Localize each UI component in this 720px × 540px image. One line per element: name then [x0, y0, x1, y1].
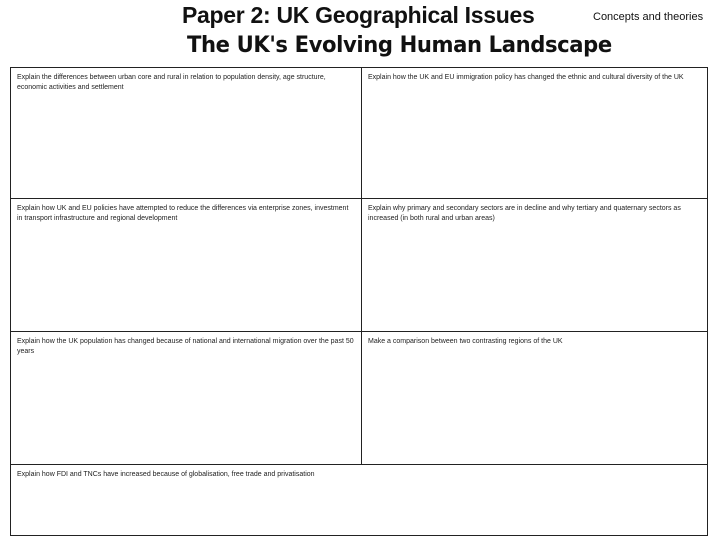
section-tag: Concepts and theories [593, 11, 704, 23]
question-text: Explain how UK and EU policies have attempted to reduce the differences via enterprise zones, investment in transport infrastructure and regional development [17, 205, 349, 222]
question-text: Explain why primary and secondary sectors are in decline and why tertiary and quaternary sectors as increased (in both rural and urban areas) [368, 205, 681, 222]
question-text: Explain how the UK and EU immigration policy has changed the ethnic and cultural diversity of the UK [368, 74, 684, 81]
question-text: Explain how FDI and TNCs have increased because of globalisation, free trade and privatisation [17, 471, 315, 478]
question-cell-3[interactable] [11, 199, 361, 331]
worksheet-grid [10, 67, 708, 536]
question-cell-6[interactable] [362, 332, 707, 464]
question-text: Make a comparison between two contrasting regions of the UK [368, 338, 563, 345]
question-cell-1[interactable] [11, 68, 361, 198]
question-cell-7[interactable] [11, 465, 707, 535]
question-text: Explain the differences between urban core and rural in relation to population density, age structure, economic activities and settlement [17, 74, 326, 91]
page-title: Paper 2: UK Geographical Issues [182, 2, 535, 28]
question-cell-2[interactable] [362, 68, 707, 198]
question-text: Explain how the UK population has changed because of national and international migration over the past 50 years [17, 338, 354, 355]
question-cell-4[interactable] [362, 199, 707, 331]
page-subtitle: The UK's Evolving Human Landscape [187, 33, 612, 58]
question-cell-5[interactable] [11, 332, 361, 464]
